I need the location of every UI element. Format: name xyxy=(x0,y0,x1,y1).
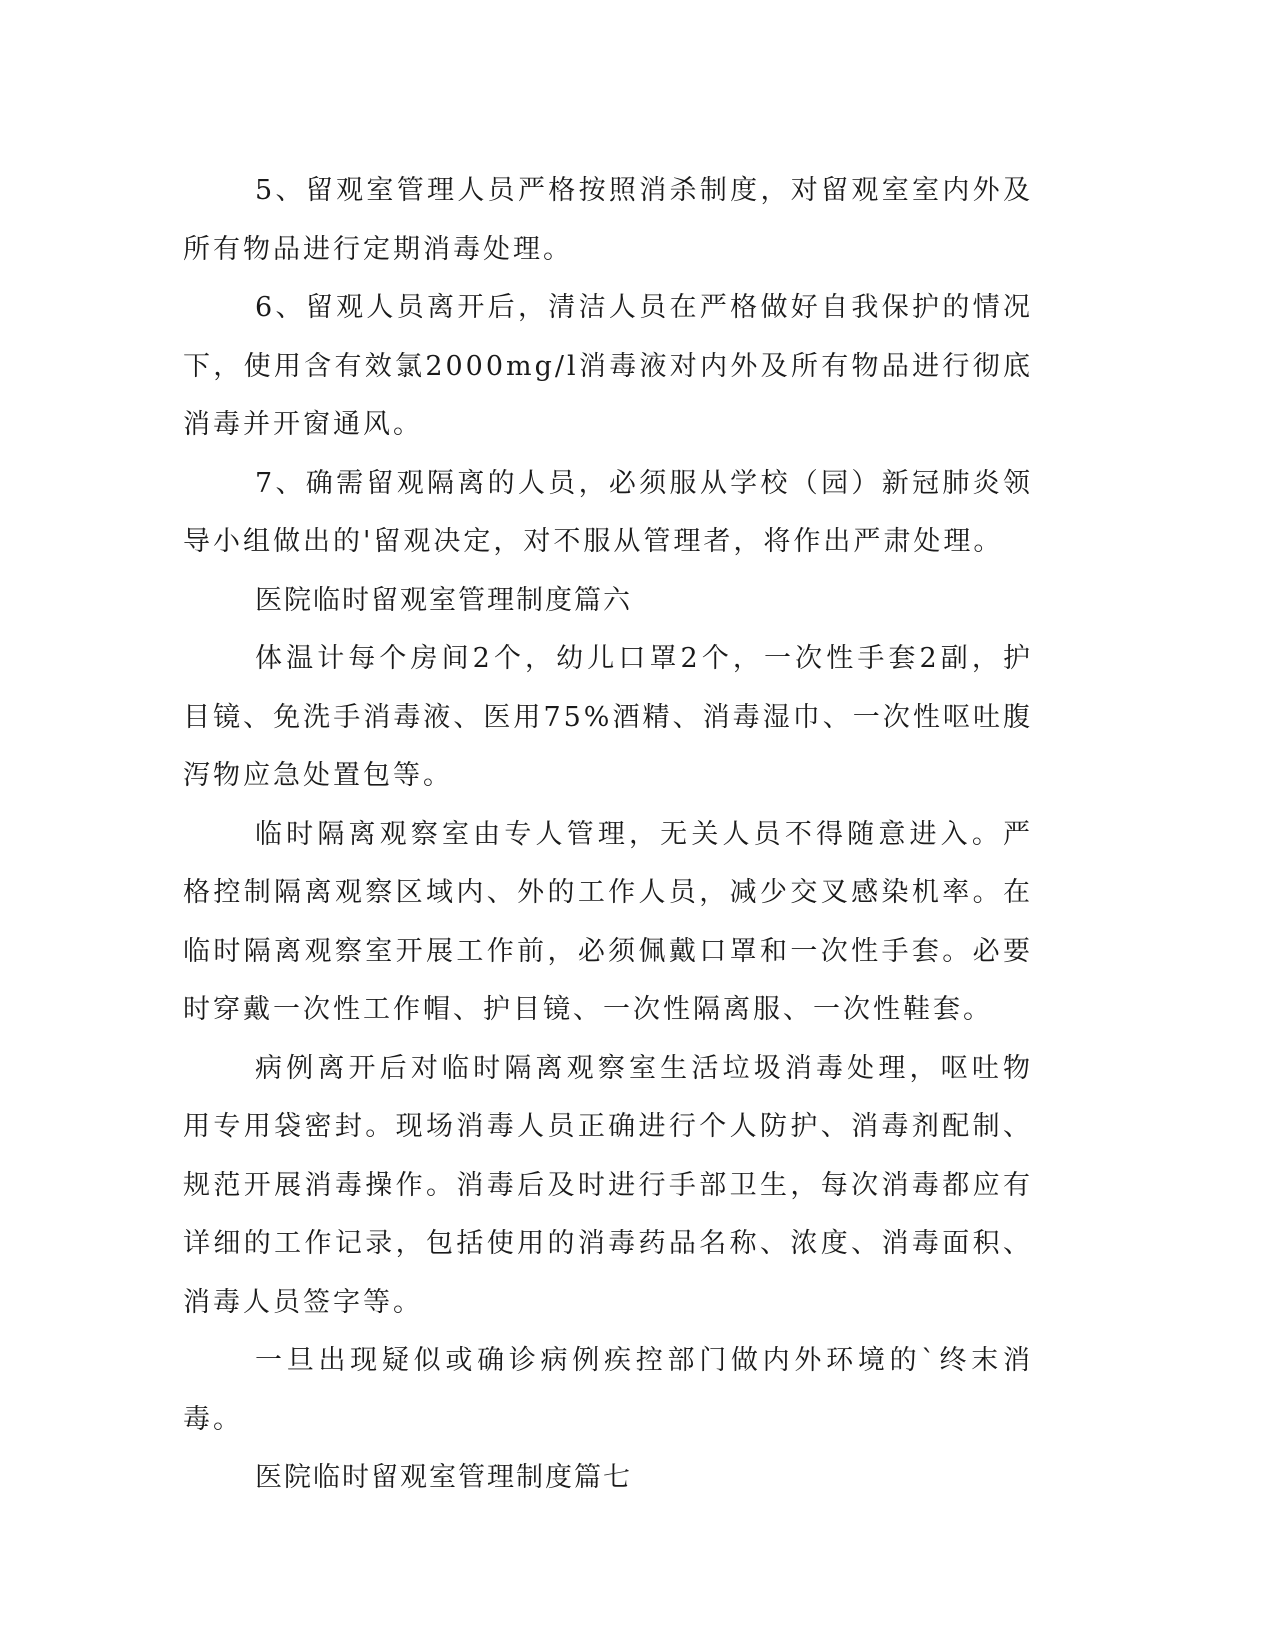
document-body xyxy=(183,162,1033,1508)
paragraph-item-7: 7、确需留观隔离的人员，必须服从学校（园）新冠肺炎领导小组做出的'留观决定，对不服从管理者，将作出严肃处理。 xyxy=(183,467,1033,557)
paragraph-item-6: 6、留观人员离开后，清洁人员在严格做好自我保护的情况下，使用含有效氯2000mg/l消毒液对内外及所有物品进行彻底消毒并开窗通风。 xyxy=(183,292,1033,440)
paragraph-supplies: 体温计每个房间2个，幼儿口罩2个，一次性手套2副，护目镜、免洗手消毒液、医用75%酒精、消毒湿巾、一次性呕吐腹泻物应急处置包等。 xyxy=(183,643,1033,791)
section-heading-part-seven: 医院临时留观室管理制度篇七 xyxy=(255,1462,632,1493)
paragraph-isolation-room-management: 临时隔离观察室由专人管理，无关人员不得随意进入。严格控制隔离观察区域内、外的工作人员，减少交叉感染机率。在临时隔离观察室开展工作前，必须佩戴口罩和一次性手套。必要时穿戴一次性工作帽、护目镜、一次性隔离服、一次性鞋套。 xyxy=(183,818,1033,1025)
paragraph-disinfection-procedure: 病例离开后对临时隔离观察室生活垃圾消毒处理，呕吐物用专用袋密封。现场消毒人员正确进行个人防护、消毒剂配制、规范开展消毒操作。消毒后及时进行手部卫生，每次消毒都应有详细的工作记录，包括使用的消毒药品名称、浓度、消毒面积、消毒人员签字等。 xyxy=(183,1052,1033,1318)
paragraph-item-5: 5、留观室管理人员严格按照消杀制度，对留观室室内外及所有物品进行定期消毒处理。 xyxy=(183,175,1033,265)
paragraph-terminal-disinfection: 一旦出现疑似或确诊病例疾控部门做内外环境的`终末消毒。 xyxy=(183,1345,1033,1435)
section-heading-part-six: 医院临时留观室管理制度篇六 xyxy=(255,584,632,616)
